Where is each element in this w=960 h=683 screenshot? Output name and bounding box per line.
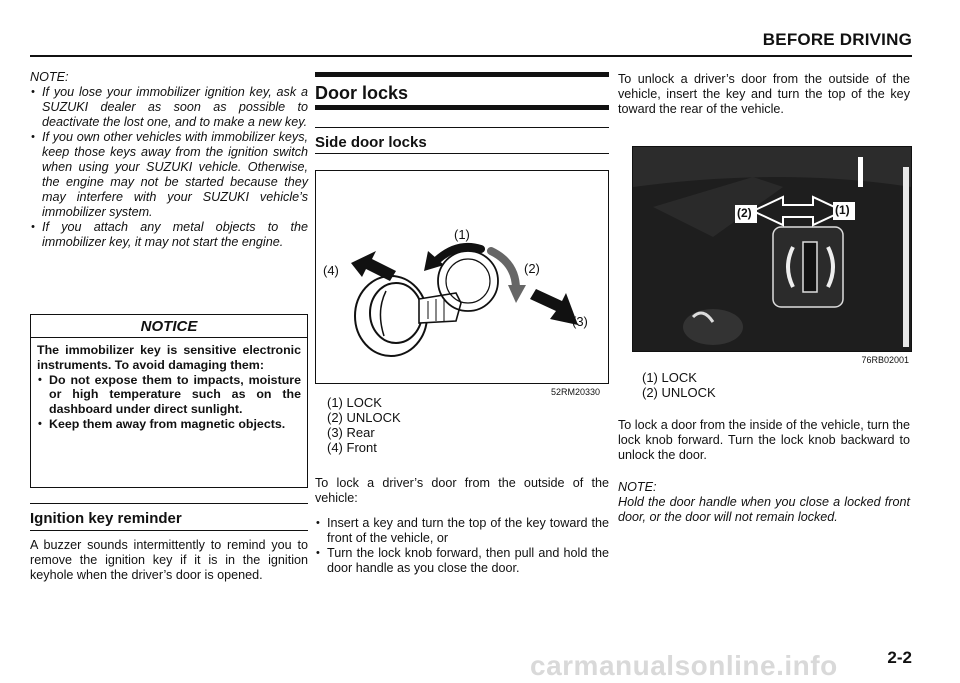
fig-label-2: (2) bbox=[524, 261, 540, 276]
page-number: 2-2 bbox=[887, 648, 912, 667]
key-legend bbox=[327, 395, 527, 455]
section-heading: Door locks bbox=[315, 83, 409, 103]
sub-heading: Side door locks bbox=[315, 134, 427, 151]
left-column bbox=[30, 70, 308, 250]
legend-item: (2) UNLOCK bbox=[327, 410, 401, 425]
door-knob-photo bbox=[633, 147, 911, 351]
notice-title: NOTICE bbox=[31, 317, 307, 338]
inside-lock-text: To lock a door from the inside of the vehicle, turn the lock knob forward. Turn the lock knob backward to unlock the door. bbox=[618, 418, 910, 462]
note-label: NOTE: bbox=[30, 70, 69, 84]
fig-label-4: (4) bbox=[323, 263, 339, 278]
right-note bbox=[618, 480, 910, 525]
page-header-title: BEFORE DRIVING bbox=[762, 30, 912, 49]
reminder-text: A buzzer sounds intermittently to remind you to remove the ignition key if it is in the ignition keyhole when the driver’s door is opened. bbox=[30, 538, 308, 582]
watermark: carmanualsonline.info bbox=[530, 650, 838, 681]
door-locks-top-rule bbox=[315, 72, 609, 77]
notice-list bbox=[37, 373, 301, 432]
lock-item: • Turn the lock knob forward, then pull and hold the door handle as you close the door. bbox=[315, 546, 609, 576]
side-door-top-rule bbox=[315, 127, 609, 128]
reminder-bottom-rule bbox=[30, 530, 308, 531]
door-legend bbox=[642, 370, 842, 400]
photo-label-1: (1) bbox=[835, 203, 850, 217]
lock-item: • Insert a key and turn the top of the key toward the front of the vehicle, or bbox=[315, 516, 609, 546]
legend-item: (1) LOCK bbox=[327, 395, 382, 410]
key-lock-illustration bbox=[316, 171, 608, 383]
lock-intro: To lock a driver’s door from the outside of the vehicle: bbox=[315, 476, 609, 505]
figure-code: 52RM20330 bbox=[550, 387, 600, 397]
legend-item: (3) Rear bbox=[327, 425, 375, 440]
note-item: • If you attach any metal objects to the immobilizer key, it may not start the engine. bbox=[30, 220, 308, 250]
reminder-top-rule bbox=[30, 503, 308, 504]
door-knob-figure bbox=[632, 146, 912, 365]
fig-label-3: (3) bbox=[572, 314, 588, 329]
reminder-heading: Ignition key reminder bbox=[30, 510, 182, 527]
notice-intro: The immobilizer key is sensitive electronic instruments. To avoid damaging them: bbox=[37, 343, 301, 372]
notice-item: • Do not expose them to impacts, moisture or high temperature such as on the dashboard under direct sunlight. bbox=[37, 373, 301, 417]
legend-item: (1) LOCK bbox=[642, 370, 697, 385]
key-lock-figure bbox=[315, 170, 609, 397]
photo-label-2: (2) bbox=[737, 206, 752, 220]
photo-code: 76RB02001 bbox=[861, 355, 909, 365]
side-door-bottom-rule bbox=[315, 153, 609, 154]
fig-label-1: (1) bbox=[454, 227, 470, 242]
notice-body bbox=[37, 343, 301, 432]
right-note-text: Hold the door handle when you close a locked front door, or the door will not remain locked. bbox=[618, 495, 910, 524]
note-item: • If you own other vehicles with immobilizer keys, keep those keys away from the ignition switch when using your SUZUKI vehicle. Otherwise, the engine may not be started because they may interfere with your SUZUKI vehicle’s immobilizer system. bbox=[30, 130, 308, 220]
note-list bbox=[30, 85, 308, 250]
header-rule bbox=[30, 55, 912, 57]
note-item: • If you lose your immobilizer ignition key, ask a SUZUKI dealer as soon as possible to deactivate the lost one, and to make a new key. bbox=[30, 85, 308, 130]
notice-box bbox=[30, 314, 308, 488]
notice-item: • Keep them away from magnetic objects. bbox=[37, 417, 301, 432]
right-note-label: NOTE: bbox=[618, 480, 657, 494]
legend-item: (2) UNLOCK bbox=[642, 385, 716, 400]
legend-item: (4) Front bbox=[327, 440, 377, 455]
door-locks-bottom-rule bbox=[315, 105, 609, 110]
unlock-text: To unlock a driver’s door from the outside of the vehicle, insert the key and turn the top of the key toward the rear of the vehicle. bbox=[618, 72, 910, 116]
lock-instructions bbox=[315, 476, 609, 576]
lock-list bbox=[315, 516, 609, 576]
